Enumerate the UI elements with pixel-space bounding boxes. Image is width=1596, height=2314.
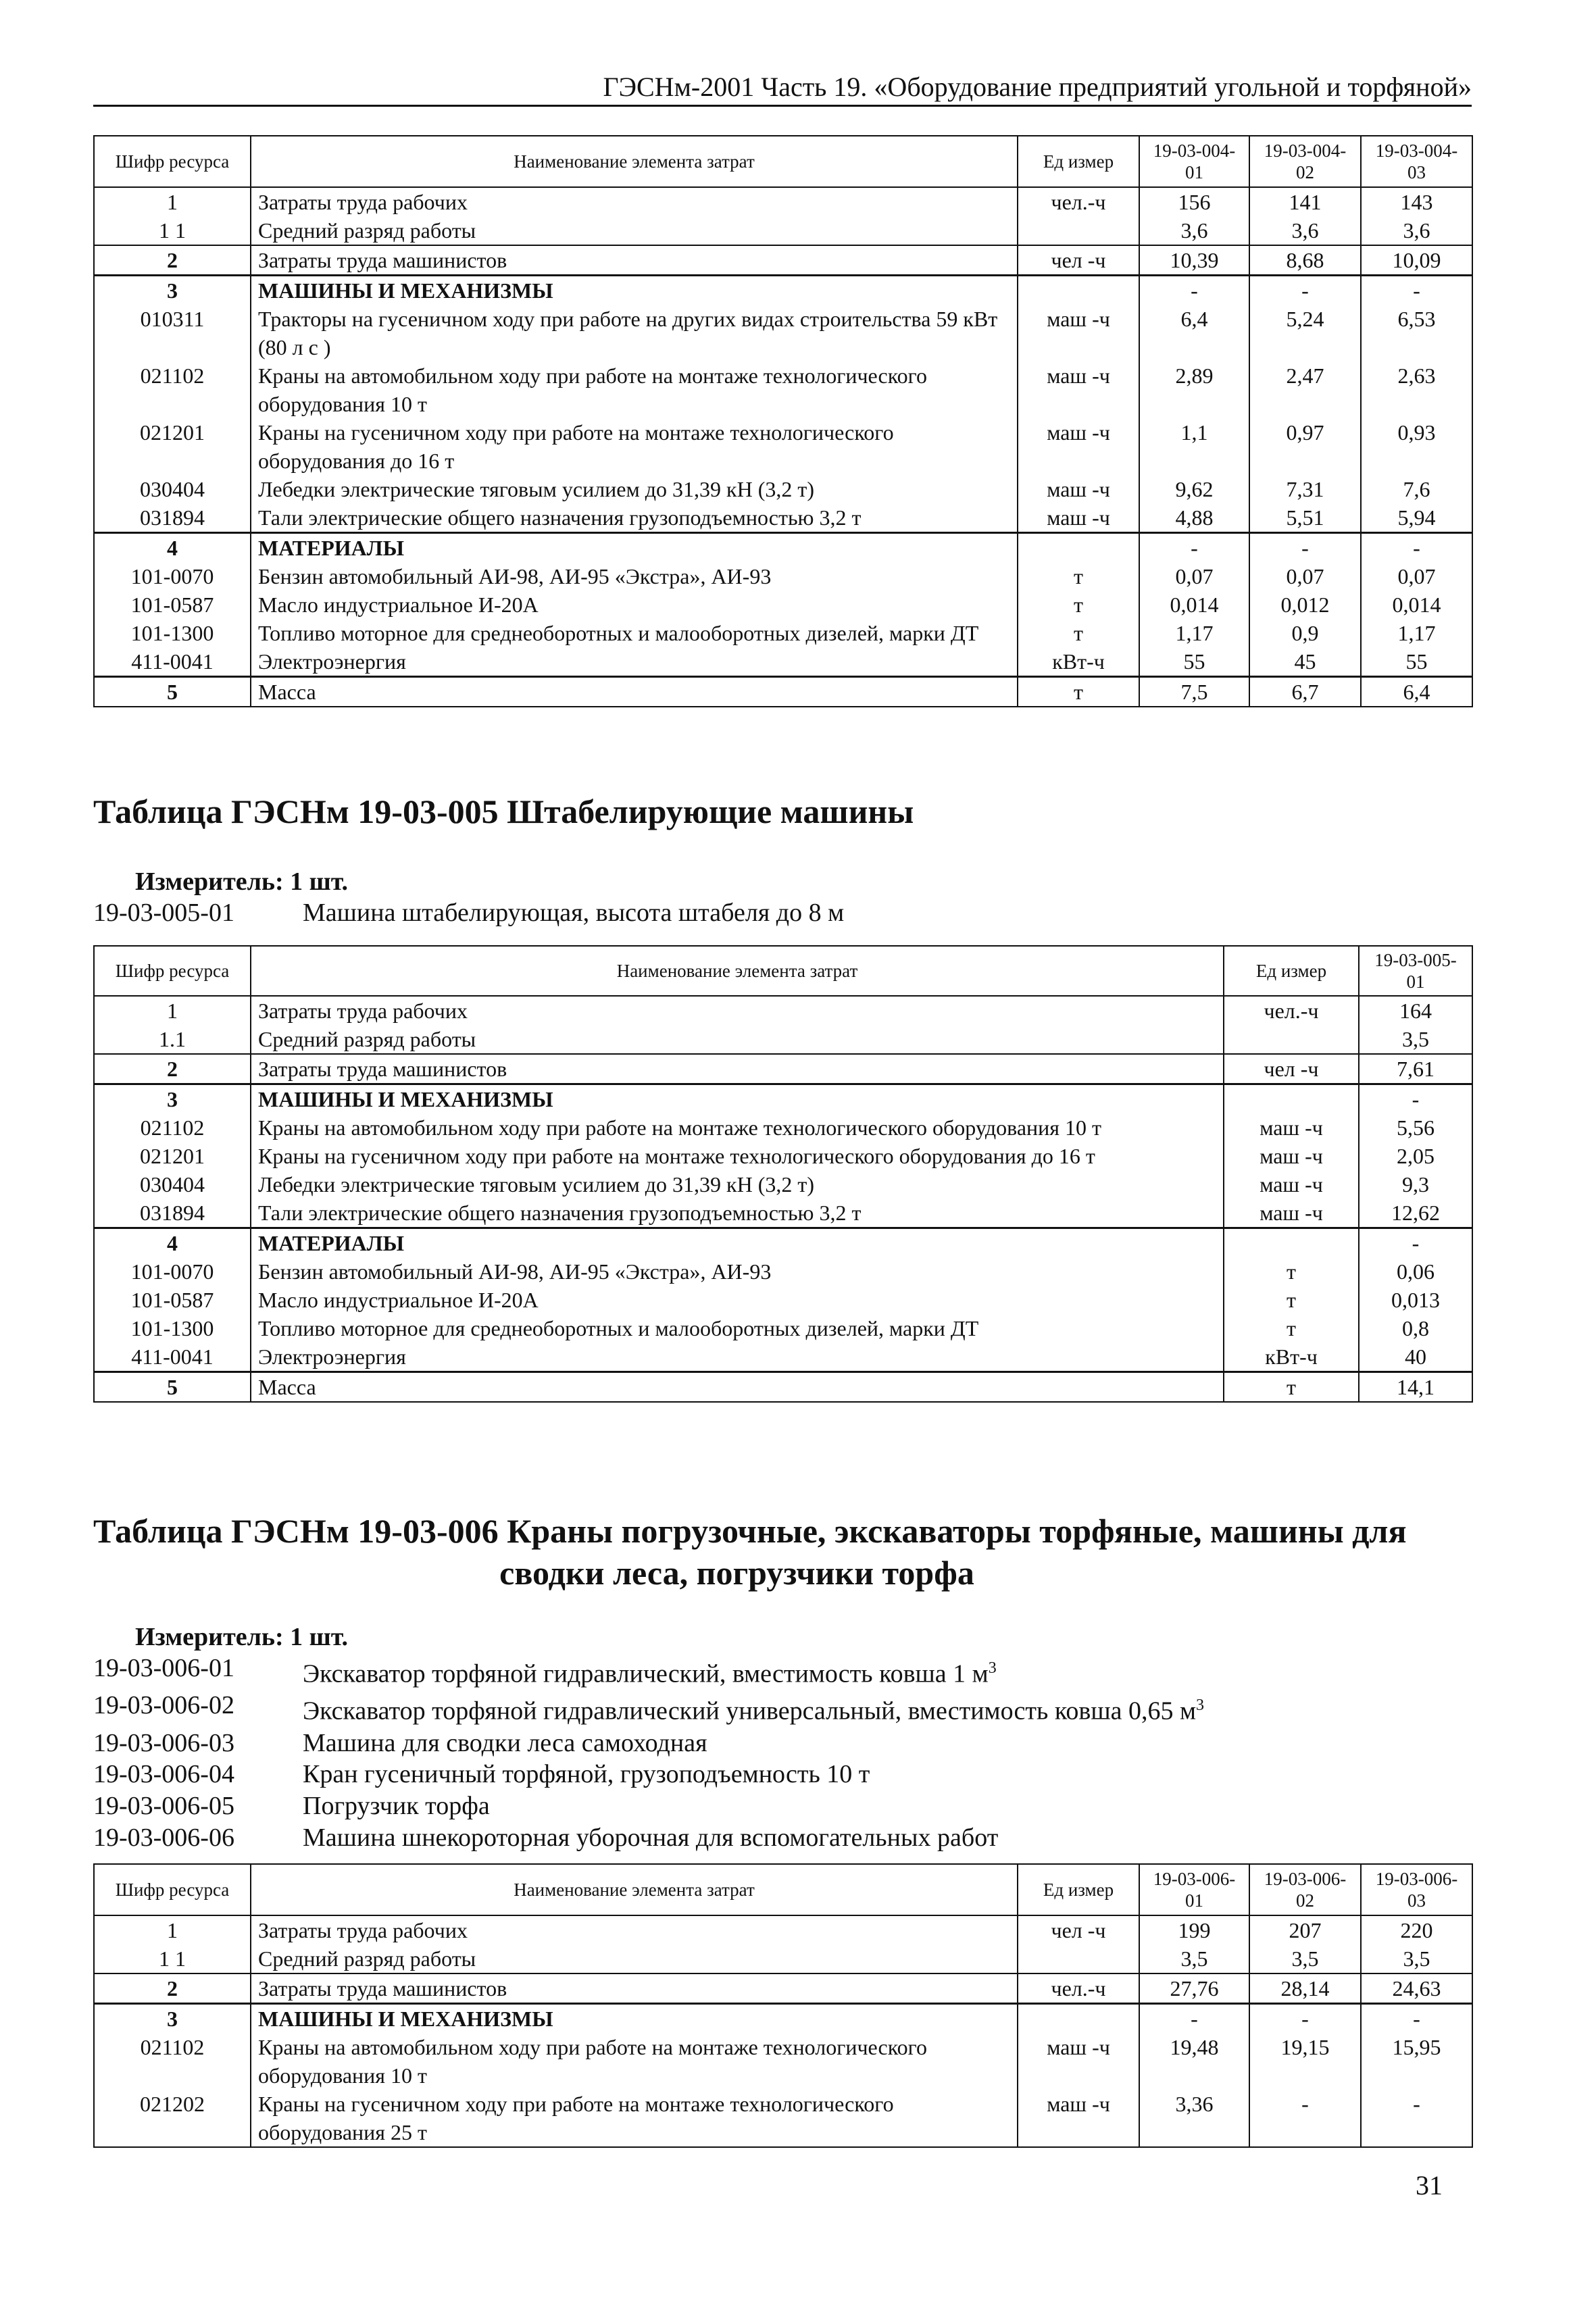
row-name: МАШИНЫ И МЕХАНИЗМЫ (251, 1084, 1224, 1114)
table-row (94, 1915, 1472, 1944)
table-row (94, 647, 1472, 677)
row-value: - (1139, 533, 1249, 563)
row-value: - (1361, 276, 1472, 305)
col-header-name: Наименование элемента затрат (251, 1864, 1018, 1915)
table-row (94, 305, 1472, 361)
row-unit: маш -ч (1224, 1170, 1359, 1199)
row-value: 3,36 (1139, 2090, 1249, 2147)
item-unit-superscript: 3 (988, 1659, 997, 1677)
row-value: 2,89 (1139, 361, 1249, 418)
row-value: 1,1 (1139, 418, 1249, 475)
table-row (94, 245, 1472, 276)
row-unit: чел -ч (1018, 1915, 1139, 1944)
row-value: 7,31 (1249, 475, 1361, 503)
meter-label: Измеритель: (135, 867, 284, 896)
table-row (94, 1054, 1472, 1084)
table-row (94, 2090, 1472, 2147)
col-header-value-1: 19-03-004-01 (1139, 136, 1249, 187)
col-header-value-1: 19-03-005-01 (1359, 946, 1472, 996)
row-name: Средний разряд работы (251, 1025, 1224, 1054)
row-value: 8,68 (1249, 245, 1361, 276)
item-name: Машина для сводки леса самоходная (303, 1728, 707, 1757)
row-unit: маш -ч (1018, 305, 1139, 361)
row-unit: чел -ч (1018, 245, 1139, 276)
row-code: 3 (94, 276, 251, 305)
row-unit (1018, 2004, 1139, 2034)
row-name: Бензин автомобильный АИ-98, АИ-95 «Экстра», АИ-93 (251, 562, 1018, 590)
row-name: Краны на гусеничном ходу при работе на монтаже технологического оборудования 25 т (251, 2090, 1018, 2147)
row-unit: кВт-ч (1224, 1342, 1359, 1372)
table-row (94, 1025, 1472, 1054)
row-unit: т (1224, 1372, 1359, 1403)
col-header-name: Наименование элемента затрат (251, 946, 1224, 996)
row-unit: кВт-ч (1018, 647, 1139, 677)
col-header-value-3: 19-03-006-03 (1361, 1864, 1472, 1915)
row-value: 0,93 (1361, 418, 1472, 475)
table-row (94, 503, 1472, 533)
table-row (94, 1372, 1472, 1403)
row-value: 10,39 (1139, 245, 1249, 276)
row-value: - (1139, 276, 1249, 305)
row-unit: маш -ч (1224, 1113, 1359, 1142)
row-code: 031894 (94, 1199, 251, 1228)
row-code: 031894 (94, 503, 251, 533)
row-value: 0,9 (1249, 619, 1361, 647)
row-value: 143 (1361, 187, 1472, 216)
row-value: - (1361, 2090, 1472, 2147)
table-row (94, 562, 1472, 590)
row-code: 021102 (94, 2033, 251, 2090)
row-unit: маш -ч (1224, 1199, 1359, 1228)
row-value: 6,7 (1249, 677, 1361, 707)
row-value: 2,63 (1361, 361, 1472, 418)
row-value: 0,013 (1359, 1286, 1472, 1314)
row-code: 5 (94, 1372, 251, 1403)
table-row (94, 1142, 1472, 1170)
row-value: 10,09 (1361, 245, 1472, 276)
row-unit (1018, 216, 1139, 245)
item-code: 19-03-005-01 (93, 899, 234, 927)
col-header-unit: Ед измер (1018, 1864, 1139, 1915)
row-code: 1 (94, 1915, 251, 1944)
row-name: Средний разряд работы (251, 1944, 1018, 1973)
row-name: МАТЕРИАЛЫ (251, 533, 1018, 563)
header-rule (93, 105, 1472, 107)
page-header: ГЭСНм-2001 Часть 19. «Оборудование предприятий угольной и торфяной» (603, 72, 1472, 102)
item-name-wrap (303, 1690, 1472, 1727)
col-header-code: Шифр ресурса (94, 1864, 251, 1915)
row-value: - (1249, 533, 1361, 563)
row-unit: маш -ч (1224, 1142, 1359, 1170)
row-value: 207 (1249, 1915, 1361, 1944)
row-name: Бензин автомобильный АИ-98, АИ-95 «Экстра», АИ-93 (251, 1257, 1224, 1286)
item-name: Машина штабелирующая, высота штабеля до 8 м (303, 899, 845, 927)
table-row (94, 2033, 1472, 2090)
page-number: 31 (1416, 2170, 1443, 2200)
row-name: Топливо моторное для среднеоборотных и малооборотных дизелей, марки ДТ (251, 619, 1018, 647)
table-row (94, 216, 1472, 245)
row-unit: маш -ч (1018, 2033, 1139, 2090)
list-item (93, 897, 1472, 929)
row-name: Краны на автомобильном ходу при работе на монтаже технологического оборудования 10 т (251, 2033, 1018, 2090)
row-name: Затраты труда машинистов (251, 245, 1018, 276)
row-name: Затраты труда рабочих (251, 187, 1018, 216)
row-value: 0,07 (1249, 562, 1361, 590)
row-unit (1018, 533, 1139, 563)
row-value: 5,51 (1249, 503, 1361, 533)
row-unit: т (1018, 677, 1139, 707)
row-value: 156 (1139, 187, 1249, 216)
row-value: 3,5 (1359, 1025, 1472, 1054)
row-code: 2 (94, 1973, 251, 2004)
row-name: Краны на гусеничном ходу при работе на монтаже технологического оборудования до 16 т (251, 1142, 1224, 1170)
row-code: 030404 (94, 1170, 251, 1199)
table-row (94, 619, 1472, 647)
row-name: МАТЕРИАЛЫ (251, 1228, 1224, 1258)
row-value: 6,4 (1361, 677, 1472, 707)
row-code: 021201 (94, 1142, 251, 1170)
row-code: 3 (94, 2004, 251, 2034)
table-row (94, 1944, 1472, 1973)
col-header-code: Шифр ресурса (94, 136, 251, 187)
row-code: 021102 (94, 1113, 251, 1142)
row-code: 021102 (94, 361, 251, 418)
table-row (94, 1314, 1472, 1342)
row-value: 141 (1249, 187, 1361, 216)
row-value: - (1361, 2004, 1472, 2034)
row-value: 3,5 (1361, 1944, 1472, 1973)
meter-value: 1 шт. (290, 1623, 349, 1651)
row-value: - (1361, 533, 1472, 563)
row-code: 010311 (94, 305, 251, 361)
row-unit (1018, 1944, 1139, 1973)
row-code: 101-0587 (94, 590, 251, 619)
item-name: Экскаватор торфяной гидравлический, вместимость ковша 1 м (303, 1659, 989, 1688)
row-unit: чел.-ч (1224, 996, 1359, 1025)
row-name: Масса (251, 677, 1018, 707)
row-unit (1224, 1084, 1359, 1114)
section-title-line-2: сводки леса, погрузчики торфа (499, 1554, 974, 1592)
row-value: 7,5 (1139, 677, 1249, 707)
row-value: 28,14 (1249, 1973, 1361, 2004)
row-name: Электроэнергия (251, 1342, 1224, 1372)
row-name: Тали электрические общего назначения грузоподъемностью 3,2 т (251, 503, 1018, 533)
item-name: Машина шнекороторная уборочная для вспомогательных работ (303, 1823, 999, 1852)
resource-table-19-03-005 (93, 945, 1473, 1403)
row-value: 0,012 (1249, 590, 1361, 619)
table-row (94, 187, 1472, 216)
row-code: 1 (94, 996, 251, 1025)
table-row (94, 2004, 1472, 2034)
row-value: 5,56 (1359, 1113, 1472, 1142)
row-value: 0,07 (1361, 562, 1472, 590)
item-code: 19-03-006-02 (93, 1691, 234, 1720)
row-value: 27,76 (1139, 1973, 1249, 2004)
row-value: 1,17 (1361, 619, 1472, 647)
row-name: Масло индустриальное И-20А (251, 590, 1018, 619)
row-code: 101-0070 (94, 1257, 251, 1286)
row-value: 220 (1361, 1915, 1472, 1944)
row-value: 24,63 (1361, 1973, 1472, 2004)
row-name: Затраты труда рабочих (251, 996, 1224, 1025)
table-row (94, 1286, 1472, 1314)
section-title-line-1: Таблица ГЭСНм 19-03-006 Краны погрузочные, экскаваторы торфяные, машины для (93, 1512, 1407, 1550)
meter (135, 866, 348, 897)
row-unit (1224, 1025, 1359, 1054)
table-row (94, 1342, 1472, 1372)
row-name: Топливо моторное для среднеоборотных и малооборотных дизелей, марки ДТ (251, 1314, 1224, 1342)
row-code: 021201 (94, 418, 251, 475)
row-value: - (1249, 276, 1361, 305)
row-unit: чел.-ч (1018, 1973, 1139, 2004)
row-code: 101-1300 (94, 1314, 251, 1342)
row-name: Масло индустриальное И-20А (251, 1286, 1224, 1314)
table-row (94, 1257, 1472, 1286)
col-header-value-3: 19-03-004-03 (1361, 136, 1472, 187)
row-value: 7,61 (1359, 1054, 1472, 1084)
row-code: 101-0587 (94, 1286, 251, 1314)
row-value: 0,8 (1359, 1314, 1472, 1342)
row-name: Затраты труда машинистов (251, 1054, 1224, 1084)
list-item (93, 1759, 1472, 1790)
table-row (94, 475, 1472, 503)
row-name: Затраты труда машинистов (251, 1973, 1018, 2004)
row-code: 5 (94, 677, 251, 707)
row-name: Лебедки электрические тяговым усилием до 31,39 кН (3,2 т) (251, 1170, 1224, 1199)
row-name: Краны на гусеничном ходу при работе на монтаже технологического оборудования до 16 т (251, 418, 1018, 475)
row-code: 1.1 (94, 1025, 251, 1054)
row-unit: маш -ч (1018, 361, 1139, 418)
row-value: 2,05 (1359, 1142, 1472, 1170)
row-name: МАШИНЫ И МЕХАНИЗМЫ (251, 2004, 1018, 2034)
row-unit (1224, 1228, 1359, 1258)
table-row (94, 996, 1472, 1025)
row-value: 0,07 (1139, 562, 1249, 590)
row-value: 0,97 (1249, 418, 1361, 475)
col-header-unit: Ед измер (1018, 136, 1139, 187)
section-title-19-03-006 (93, 1510, 1472, 1594)
row-value: 3,6 (1361, 216, 1472, 245)
col-header-code: Шифр ресурса (94, 946, 251, 996)
resource-table-19-03-004 (93, 135, 1473, 707)
col-header-name: Наименование элемента затрат (251, 136, 1018, 187)
row-value: 14,1 (1359, 1372, 1472, 1403)
col-header-value-2: 19-03-006-02 (1249, 1864, 1361, 1915)
row-value: 55 (1139, 647, 1249, 677)
row-code: 1 1 (94, 216, 251, 245)
meter-value: 1 шт. (290, 867, 349, 896)
table-row (94, 1973, 1472, 2004)
row-name: Лебедки электрические тяговым усилием до 31,39 кН (3,2 т) (251, 475, 1018, 503)
row-value: - (1359, 1228, 1472, 1258)
row-unit: т (1018, 590, 1139, 619)
item-code: 19-03-006-05 (93, 1792, 234, 1821)
item-name: Кран гусеничный торфяной, грузоподъемность 10 т (303, 1760, 870, 1789)
row-value: 19,48 (1139, 2033, 1249, 2090)
table-row (94, 1113, 1472, 1142)
table-row (94, 418, 1472, 475)
row-value: 7,6 (1361, 475, 1472, 503)
item-unit-superscript: 3 (1196, 1696, 1205, 1715)
row-value: - (1249, 2004, 1361, 2034)
row-name: МАШИНЫ И МЕХАНИЗМЫ (251, 276, 1018, 305)
row-value: 2,47 (1249, 361, 1361, 418)
table-row (94, 1199, 1472, 1228)
row-code: 101-0070 (94, 562, 251, 590)
row-value: 164 (1359, 996, 1472, 1025)
table-row (94, 1228, 1472, 1258)
table-row (94, 1170, 1472, 1199)
row-code: 1 (94, 187, 251, 216)
row-unit: т (1224, 1286, 1359, 1314)
row-unit (1018, 276, 1139, 305)
row-value: 3,5 (1249, 1944, 1361, 1973)
row-code: 4 (94, 1228, 251, 1258)
row-value: 3,6 (1139, 216, 1249, 245)
row-value: 55 (1361, 647, 1472, 677)
row-name: Затраты труда рабочих (251, 1915, 1018, 1944)
row-unit: маш -ч (1018, 475, 1139, 503)
row-name: Тракторы на гусеничном ходу при работе на других видах строительства 59 кВт (80 л с ) (251, 305, 1018, 361)
row-value: - (1249, 2090, 1361, 2147)
row-name: Тали электрические общего назначения грузоподъемностью 3,2 т (251, 1199, 1224, 1228)
item-name: Погрузчик торфа (303, 1792, 490, 1821)
section-title-19-03-005: Таблица ГЭСНм 19-03-005 Штабелирующие машины (93, 793, 914, 830)
table-row (94, 276, 1472, 305)
row-value: 6,53 (1361, 305, 1472, 361)
row-name: Краны на автомобильном ходу при работе на монтаже технологического оборудования 10 т (251, 361, 1018, 418)
table-row (94, 590, 1472, 619)
table-row (94, 1084, 1472, 1114)
row-unit: т (1224, 1257, 1359, 1286)
row-code: 2 (94, 245, 251, 276)
row-value: 3,5 (1139, 1944, 1249, 1973)
row-value: 40 (1359, 1342, 1472, 1372)
row-name: Средний разряд работы (251, 216, 1018, 245)
row-value: 199 (1139, 1915, 1249, 1944)
row-value: 4,88 (1139, 503, 1249, 533)
list-item (93, 1790, 1472, 1822)
row-code: 021202 (94, 2090, 251, 2147)
item-code: 19-03-006-01 (93, 1654, 234, 1682)
table-row (94, 361, 1472, 418)
table-row (94, 677, 1472, 707)
list-item (93, 1728, 1472, 1759)
item-list-19-03-006 (93, 1653, 1472, 1854)
row-value: 12,62 (1359, 1199, 1472, 1228)
row-unit: маш -ч (1018, 503, 1139, 533)
row-code: 1 1 (94, 1944, 251, 1973)
row-unit: маш -ч (1018, 418, 1139, 475)
item-code: 19-03-006-06 (93, 1823, 234, 1852)
row-value: 6,4 (1139, 305, 1249, 361)
row-value: 45 (1249, 647, 1361, 677)
row-unit: т (1018, 562, 1139, 590)
item-list-19-03-005 (93, 897, 1472, 929)
row-code: 4 (94, 533, 251, 563)
list-item (93, 1690, 1472, 1727)
row-value: 5,24 (1249, 305, 1361, 361)
row-value: 1,17 (1139, 619, 1249, 647)
item-code: 19-03-006-04 (93, 1760, 234, 1789)
row-value: 19,15 (1249, 2033, 1361, 2090)
row-code: 030404 (94, 475, 251, 503)
row-code: 2 (94, 1054, 251, 1084)
row-value: 9,62 (1139, 475, 1249, 503)
row-name: Краны на автомобильном ходу при работе на монтаже технологического оборудования 10 т (251, 1113, 1224, 1142)
row-value: - (1359, 1084, 1472, 1114)
row-value: - (1139, 2004, 1249, 2034)
meter-label: Измеритель: (135, 1623, 284, 1651)
row-name: Электроэнергия (251, 647, 1018, 677)
row-value: 0,014 (1361, 590, 1472, 619)
resource-table-19-03-006 (93, 1863, 1473, 2148)
row-unit: чел -ч (1224, 1054, 1359, 1084)
col-header-value-1: 19-03-006-01 (1139, 1864, 1249, 1915)
col-header-unit: Ед измер (1224, 946, 1359, 996)
row-code: 411-0041 (94, 1342, 251, 1372)
row-unit: маш -ч (1018, 2090, 1139, 2147)
item-name-wrap (303, 1653, 1472, 1690)
row-unit: т (1018, 619, 1139, 647)
row-value: 15,95 (1361, 2033, 1472, 2090)
row-unit: т (1224, 1314, 1359, 1342)
row-value: 9,3 (1359, 1170, 1472, 1199)
item-name: Экскаватор торфяной гидравлический универсальный, вместимость ковша 0,65 м (303, 1697, 1197, 1726)
table-row (94, 533, 1472, 563)
meter (135, 1621, 348, 1653)
row-code: 3 (94, 1084, 251, 1114)
row-value: 5,94 (1361, 503, 1472, 533)
row-code: 101-1300 (94, 619, 251, 647)
row-code: 411-0041 (94, 647, 251, 677)
row-name: Масса (251, 1372, 1224, 1403)
row-value: 0,06 (1359, 1257, 1472, 1286)
col-header-value-2: 19-03-004-02 (1249, 136, 1361, 187)
item-code: 19-03-006-03 (93, 1728, 234, 1757)
row-value: 3,6 (1249, 216, 1361, 245)
row-unit: чел.-ч (1018, 187, 1139, 216)
list-item (93, 1822, 1472, 1854)
row-value: 0,014 (1139, 590, 1249, 619)
list-item (93, 1653, 1472, 1690)
